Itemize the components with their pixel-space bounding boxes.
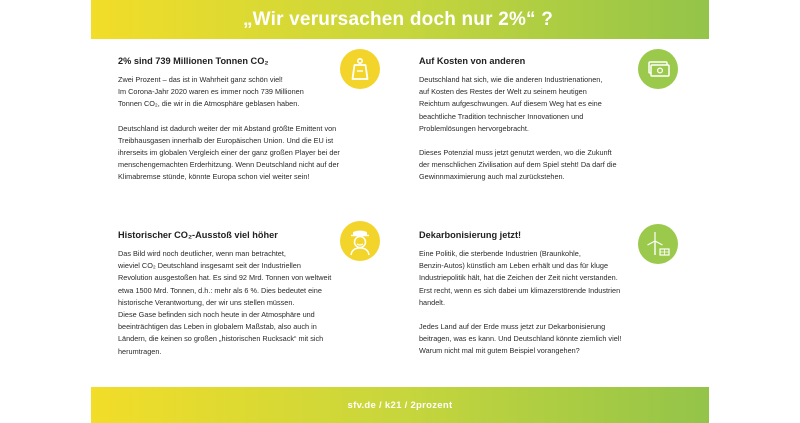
section-title: Historischer CO₂-Ausstoß viel höher (118, 230, 278, 240)
infographic-card (91, 0, 709, 423)
section-title: 2% sind 739 Millionen Tonnen CO₂ (118, 56, 269, 66)
section-title: Auf Kosten von anderen (419, 56, 526, 66)
section-paragraph: Dieses Potenzial muss jetzt genutzt werden, wo die Zukunft der menschlichen Zivilisation auf dem Spiel steht! Da darf die Gewinnmaximierung auch mal zurückstehen. (419, 148, 617, 182)
weight-scale-icon (340, 49, 380, 89)
section-paragraph: Das Bild wird noch deutlicher, wenn man betrachtet, wieviel CO₂ Deutschland insgesamt seit der Industriellen Revolution ausgestoßen hat. Es sind 92 Mrd. Tonnen von weltweit etwa 1500 Mrd. Tonnen, d.h.: mehr als 6 %. Dies bedeutet eine historische Verantwortung, der wir uns stellen müssen. Diese Gase befinden sich noch heute in der Atmosphäre und beeinträchtigen das Leben in globalem Maßstab, also auch in Ländern, die keinen so großen „historischen Rucksack“ mit sich herumtragen. (118, 249, 332, 356)
footer-banner (91, 387, 709, 423)
section-paragraph: Zwei Prozent – das ist in Wahrheit ganz schön viel! Im Corona-Jahr 2020 waren es immer noch 739 Millionen Tonnen CO₂, die wir in die Atmosphäre geblasen haben. (118, 75, 304, 109)
section-paragraph: Jedes Land auf der Erde muss jetzt zur Dekarbonisierung beitragen, was es kann. Und Deutschland könnte ziemlich viel! Warum nicht mal mit gutem Beispiel vorangehen? (419, 322, 622, 356)
wind-solar-icon (638, 224, 678, 264)
section-decarbonization (419, 229, 674, 358)
footer-url: sfv.de / k21 / 2prozent (347, 399, 453, 411)
section-paragraph: Deutschland hat sich, wie die anderen Industrienationen, auf Kosten des Restes der Welt zu seinem heutigen Reichtum aufgeschwungen. Auf diesem Weg hat es eine beachtliche Tradition technischer Innovationen und Problemlösungen hervorgebracht. (419, 75, 603, 133)
section-paragraph: Eine Politik, die sterbende Industrien (Braunkohle, Benzin-Autos) künstlich am Leben erhält und das für kluge Industriepolitik hält, hat die Zeichen der Zeit nicht verstanden. Erst recht, wenn es sich dabei um klimazerstörende Industrien handelt. (419, 249, 621, 307)
section-co2-amount (118, 55, 373, 184)
industrialist-icon (340, 221, 380, 261)
section-paragraph: Deutschland ist dadurch weiter der mit Abstand größte Emittent von Treibhausgasen innerhalb der Europäischen Union. Und die EU ist ihrerseits im globalen Vergleich einer der ganz großen Player bei der menschengemachten Erderhitzung. Wenn Deutschland nicht auf der Klimabremse stünde, könnte Europa schon viel weiter sein! (118, 123, 340, 182)
page-title: „Wir verursachen doch nur 2%“ ? (242, 8, 554, 30)
section-at-others-cost (419, 55, 674, 184)
header-banner (91, 0, 709, 39)
section-title: Dekarbonisierung jetzt! (419, 230, 522, 240)
section-historic-emissions (118, 229, 373, 358)
money-bills-icon (638, 49, 678, 89)
